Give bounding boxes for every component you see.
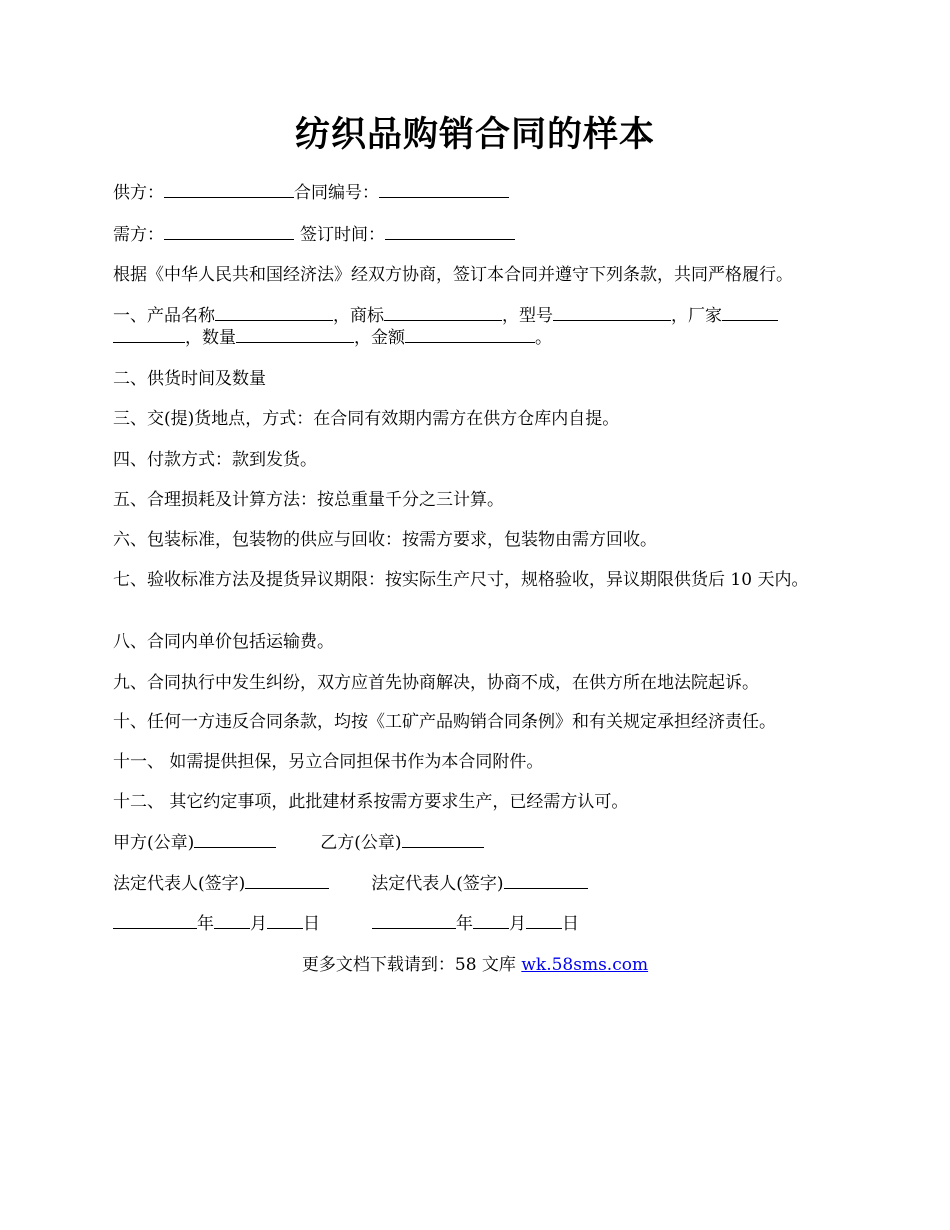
header-line-buyer bbox=[113, 223, 853, 246]
product-name-blank bbox=[215, 304, 333, 321]
buyer-label: 需方： bbox=[113, 225, 164, 245]
clause-3: 三、交(提)货地点，方式：在合同有效期内需方在供方仓库内自提。 bbox=[113, 409, 620, 429]
signature-representatives bbox=[113, 872, 853, 895]
supplier-label: 供方： bbox=[113, 183, 164, 203]
amount-blank bbox=[405, 326, 535, 343]
clause-11: 十一、 如需提供担保，另立合同担保书作为本合同附件。 bbox=[113, 752, 544, 772]
date-a-day: 日 bbox=[303, 914, 320, 934]
date-b-year: 年 bbox=[456, 914, 473, 934]
party-b-seal-blank bbox=[402, 831, 484, 848]
rep-b-blank bbox=[504, 872, 588, 889]
clause-1-line-1 bbox=[113, 304, 853, 327]
signature-dates bbox=[113, 912, 853, 935]
factory-blank bbox=[722, 304, 778, 321]
clause-1-trademark: ，商标 bbox=[333, 306, 384, 326]
document-title: 纺织品购销合同的样本 bbox=[294, 114, 655, 155]
clause-10: 十、任何一方违反合同条款，均按《工矿产品购销合同条例》和有关规定承担经济责任。 bbox=[113, 712, 776, 732]
rep-a-label: 法定代表人(签字) bbox=[113, 874, 246, 894]
preamble: 根据《中华人民共和国经济法》经双方协商，签订本合同并遵守下列条款，共同严格履行。 bbox=[113, 265, 793, 285]
footer-link[interactable]: wk.58sms.com bbox=[521, 955, 649, 975]
date-b-month: 月 bbox=[509, 914, 526, 934]
signature-seals bbox=[113, 831, 853, 854]
date-b-year-blank bbox=[372, 912, 456, 929]
clause-1-factory: ，厂家 bbox=[671, 306, 722, 326]
rep-b-label: 法定代表人(签字) bbox=[371, 874, 504, 894]
footer bbox=[0, 954, 950, 976]
date-a-month-blank bbox=[214, 912, 250, 929]
clause-1-line-2 bbox=[113, 326, 853, 349]
header-line-supplier bbox=[113, 181, 853, 204]
clause-12: 十二、 其它约定事项，此批建材系按需方要求生产，已经需方认可。 bbox=[113, 792, 629, 812]
date-b-month-blank bbox=[473, 912, 509, 929]
clause-1-quantity: ，数量 bbox=[185, 328, 236, 348]
clause-1-end: 。 bbox=[535, 328, 552, 348]
rep-a-blank bbox=[245, 872, 329, 889]
contract-no-blank bbox=[379, 181, 509, 198]
date-a-month: 月 bbox=[250, 914, 267, 934]
date-a-year: 年 bbox=[197, 914, 214, 934]
date-b-day: 日 bbox=[562, 914, 579, 934]
clause-6: 六、包装标准，包装物的供应与回收：按需方要求，包装物由需方回收。 bbox=[113, 530, 657, 550]
contract-no-label: 合同编号： bbox=[294, 183, 379, 203]
trademark-blank bbox=[384, 304, 502, 321]
clause-1-prefix: 一、产品名称 bbox=[113, 306, 215, 326]
party-a-seal-blank bbox=[194, 831, 276, 848]
sign-time-blank bbox=[385, 223, 515, 240]
supplier-blank bbox=[164, 181, 294, 198]
clause-7: 七、验收标准方法及提货异议期限：按实际生产尺寸，规格验收，异议期限供货后 10 天内。 bbox=[113, 570, 809, 590]
clause-9: 九、合同执行中发生纠纷，双方应首先协商解决，协商不成，在供方所在地法院起诉。 bbox=[113, 673, 759, 693]
factory-blank-cont bbox=[113, 326, 185, 343]
clause-1-amount: ，金额 bbox=[354, 328, 405, 348]
clause-1-model: ，型号 bbox=[502, 306, 553, 326]
buyer-blank bbox=[164, 223, 294, 240]
date-a-year-blank bbox=[113, 912, 197, 929]
model-blank bbox=[553, 304, 671, 321]
date-a-day-blank bbox=[267, 912, 303, 929]
clause-8: 八、合同内单价包括运输费。 bbox=[113, 632, 334, 652]
clause-4: 四、付款方式：款到发货。 bbox=[113, 450, 317, 470]
clause-5: 五、合理损耗及计算方法：按总重量千分之三计算。 bbox=[113, 490, 504, 510]
date-b-day-blank bbox=[526, 912, 562, 929]
clause-2: 二、供货时间及数量 bbox=[113, 369, 266, 389]
party-b-seal-label: 乙方(公章) bbox=[320, 833, 402, 853]
sign-time-label: 签订时间： bbox=[300, 225, 385, 245]
footer-text: 更多文档下载请到：58 文库 bbox=[301, 955, 522, 975]
party-a-seal-label: 甲方(公章) bbox=[113, 833, 195, 853]
quantity-blank bbox=[236, 326, 354, 343]
